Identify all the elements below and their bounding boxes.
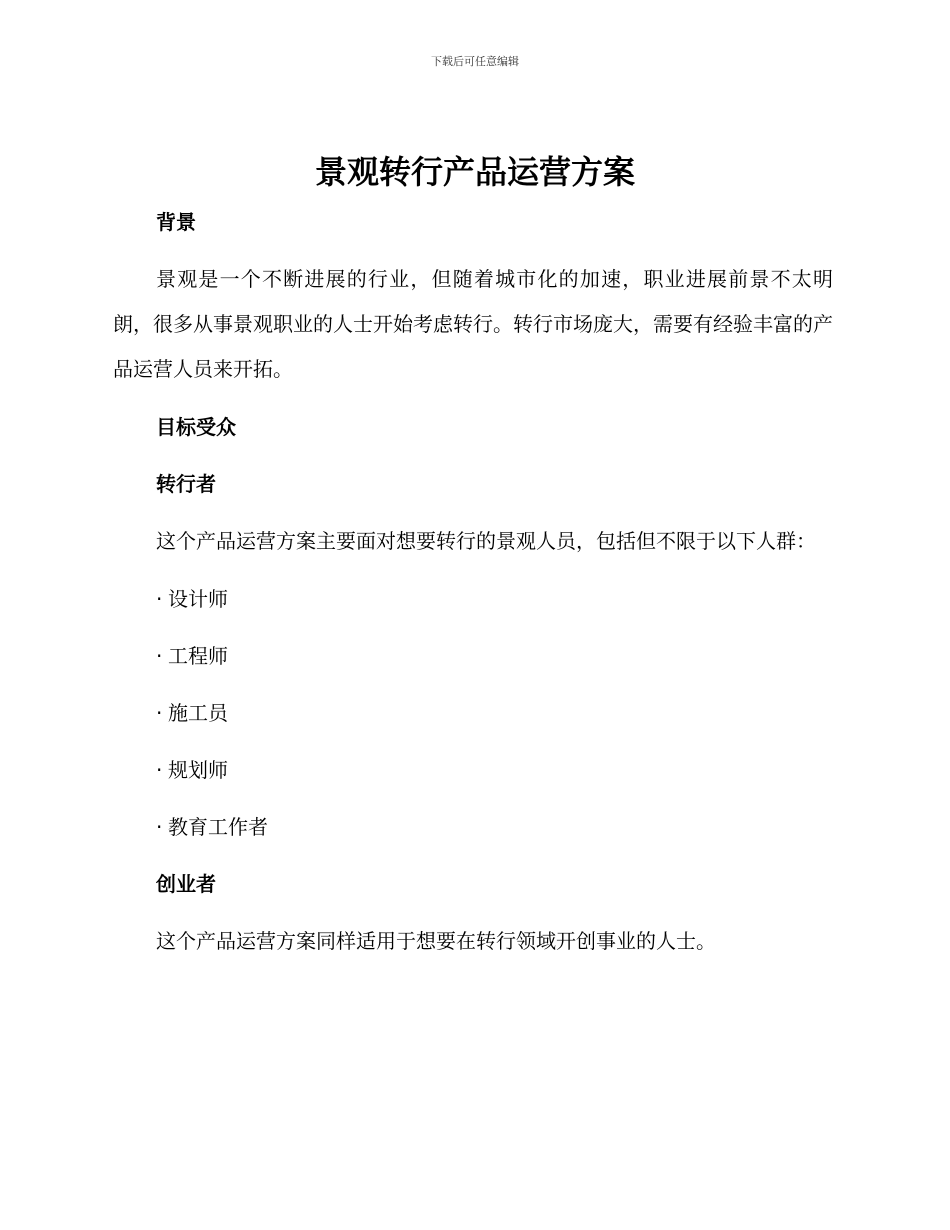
section-heading-entrepreneurs: 创业者: [156, 872, 216, 896]
list-item: [113, 805, 833, 849]
entrepreneurs-paragraph: 这个产品运营方案同样适用于想要在转行领域开创事业的人士。: [156, 929, 716, 953]
bullet-marker: ·: [156, 644, 163, 668]
section-heading-career-changers: 转行者: [156, 472, 216, 496]
list-item-label: 规划师: [168, 758, 228, 782]
bullet-marker: ·: [156, 758, 163, 782]
list-item-label: 设计师: [168, 587, 228, 611]
bullet-marker: ·: [156, 587, 163, 611]
list-item: [113, 691, 833, 735]
list-item-label: 教育工作者: [168, 815, 268, 839]
bullet-marker: ·: [156, 815, 163, 839]
list-item-label: 施工员: [168, 701, 228, 725]
background-paragraph: 景观是一个不断进展的行业，但随着城市化的加速，职业进展前景不太明朗，很多从事景观职业的人士开始考虑转行。转行市场庞大，需要有经验丰富的产品运营人员来开拓。: [113, 267, 833, 381]
career-changers-paragraph: 这个产品运营方案主要面对想要转行的景观人员，包括但不限于以下人群：: [156, 529, 816, 553]
list-item: [113, 577, 833, 621]
document-title: 景观转行产品运营方案: [314, 153, 635, 191]
page-header-note: 下载后可任意编辑: [431, 55, 519, 68]
list-item: [113, 634, 833, 678]
section-heading-background: 背景: [156, 210, 196, 234]
bullet-marker: ·: [156, 701, 163, 725]
list-item: [113, 748, 833, 792]
section-heading-target-audience: 目标受众: [156, 415, 236, 439]
document-body: [113, 200, 833, 977]
list-item-label: 工程师: [168, 644, 228, 668]
